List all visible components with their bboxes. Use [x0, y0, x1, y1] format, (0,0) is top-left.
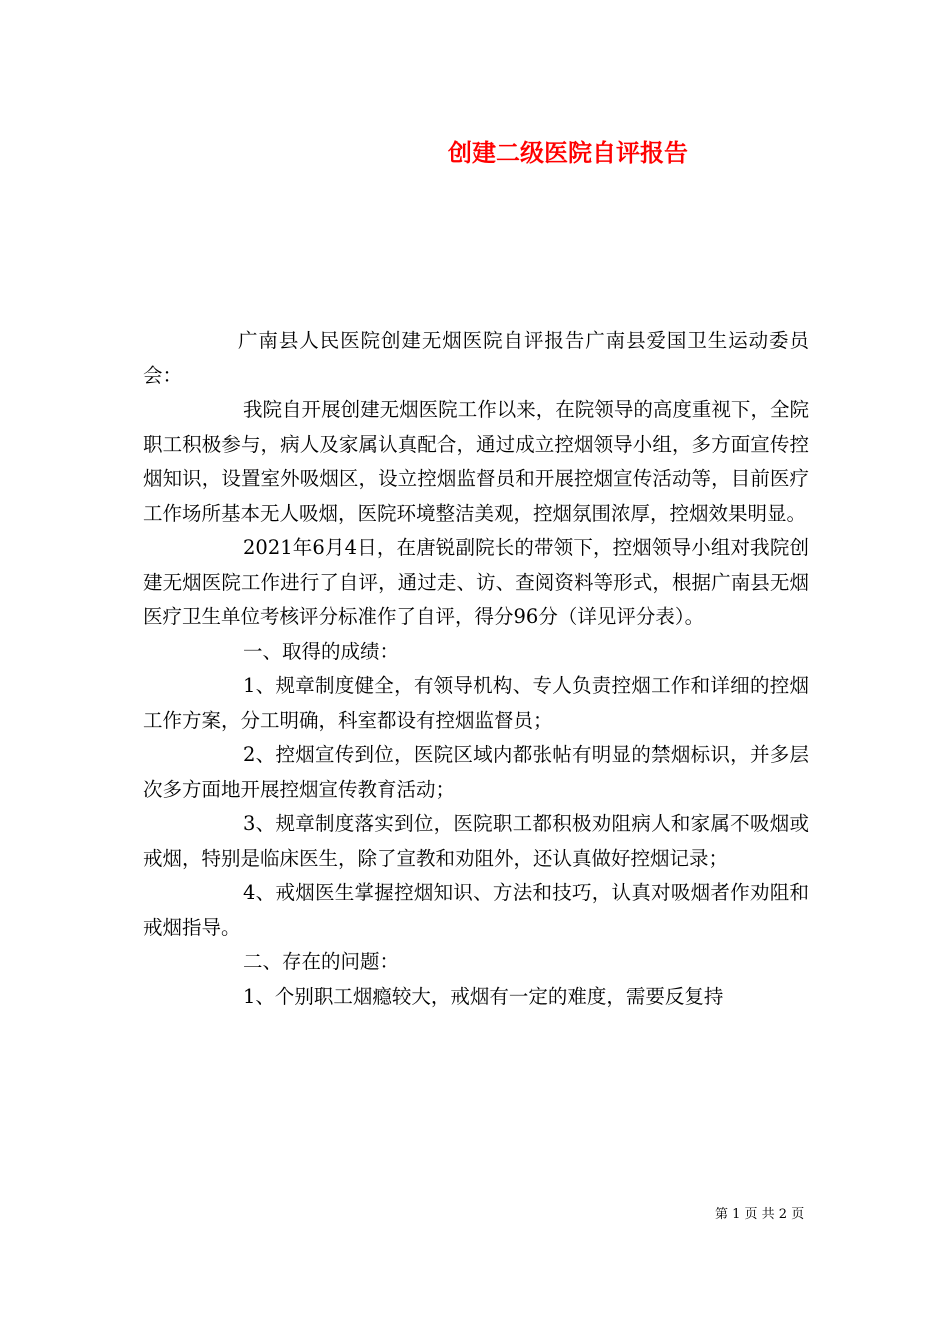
achievement-item-4: 4、戒烟医生掌握控烟知识、方法和技巧，认真对吸烟者作劝阻和戒烟指导。 [143, 881, 809, 939]
paragraph-self-evaluation: 2021年6月4日，在唐锐副院长的带领下，控烟领导小组对我院创建无烟医院工作进行了自评，通过走、访、查阅资料等形式，根据广南县无烟医疗卫生单位考核评分标准作了自评，得分96分（详见评分表）。 [143, 536, 809, 628]
page-number-footer: 第 1 页 共 2 页 [715, 1207, 805, 1222]
achievement-item-3: 3、规章制度落实到位，医院职工都积极劝阻病人和家属不吸烟或戒烟，特别是临床医生，除了宣教和劝阻外，还认真做好控烟记录； [143, 812, 809, 870]
paragraph-salutation: 广南县人民医院创建无烟医院自评报告广南县爱国卫生运动委员会： [143, 329, 809, 387]
achievement-item-1: 1、规章制度健全，有领导机构、专人负责控烟工作和详细的控烟工作方案，分工明确，科室都设有控烟监督员； [143, 674, 809, 732]
heading-problems: 二、存在的问题： [243, 950, 400, 973]
heading-achievements: 一、取得的成绩： [243, 639, 400, 663]
document-body [143, 324, 809, 1014]
paragraph-intro: 我院自开展创建无烟医院工作以来，在院领导的高度重视下，全院职工积极参与，病人及家属认真配合，通过成立控烟领导小组，多方面宣传控烟知识，设置室外吸烟区，设立控烟监督员和开展控烟宣传活动等，目前医疗工作场所基本无人吸烟，医院环境整洁美观，控烟氛围浓厚，控烟效果明显。 [143, 398, 809, 525]
problem-item-1: 1、个别职工烟瘾较大，戒烟有一定的难度，需要反复持 [243, 984, 724, 1008]
achievement-item-2: 2、控烟宣传到位，医院区域内都张帖有明显的禁烟标识，并多层次多方面地开展控烟宣传教育活动； [143, 743, 809, 801]
document-title: 创建二级医院自评报告 [448, 139, 688, 167]
